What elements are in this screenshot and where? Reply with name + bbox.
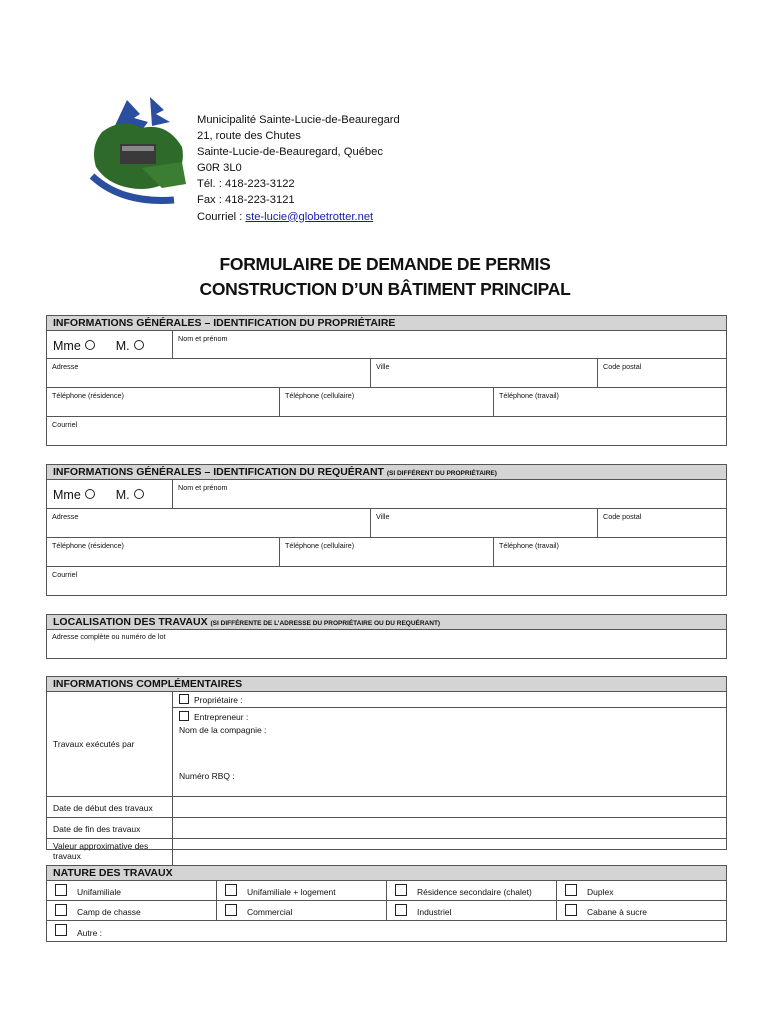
residence-secondaire-checkbox[interactable] xyxy=(395,884,407,896)
location-address-field[interactable]: Adresse complète ou numéro de lot xyxy=(52,632,166,641)
nature-option-label: Camp de chasse xyxy=(77,907,141,917)
value-row xyxy=(47,839,726,865)
form-title-line2: CONSTRUCTION D’UN BÂTIMENT PRINCIPAL xyxy=(199,279,571,299)
end-date-field[interactable] xyxy=(172,818,726,838)
applicant-name-field[interactable]: Nom et prénom xyxy=(172,480,726,508)
applicant-section xyxy=(46,464,727,596)
start-date-label: Date de début des travaux xyxy=(53,803,153,813)
address-line: Municipalité Sainte-Lucie-de-Beauregard xyxy=(197,114,400,126)
applicant-address-row xyxy=(47,509,726,538)
end-date-row xyxy=(47,818,726,839)
applicant-phone-row xyxy=(47,538,726,567)
cabane-a-sucre-checkbox[interactable] xyxy=(565,904,577,916)
complementary-section xyxy=(46,676,727,861)
works-by-options xyxy=(172,692,726,796)
nature-option-label: Duplex xyxy=(587,887,614,897)
nature-option xyxy=(386,901,556,920)
applicant-email-field[interactable]: Courriel xyxy=(52,570,78,579)
applicant-name-row xyxy=(47,480,726,509)
nature-option xyxy=(386,881,556,900)
start-date-field[interactable] xyxy=(172,797,726,817)
owner-option xyxy=(173,692,726,708)
applicant-postal-field[interactable]: Code postal xyxy=(597,509,726,537)
nature-option xyxy=(47,901,216,920)
owner-phone-cell-field[interactable]: Téléphone (cellulaire) xyxy=(279,388,493,416)
location-heading-text: LOCALISATION DES TRAVAUX xyxy=(53,616,208,628)
owner-phone-row xyxy=(47,388,726,417)
works-by-label: Travaux exécutés par xyxy=(53,739,135,749)
complementary-section-heading: INFORMATIONS COMPLÉMENTAIRES xyxy=(47,677,726,692)
owner-email-field[interactable]: Courriel xyxy=(52,420,78,429)
camp-de-chasse-checkbox[interactable] xyxy=(55,904,67,916)
email-link[interactable]: ste-lucie@globetrotter.net xyxy=(245,210,374,223)
nature-option-label: Résidence secondaire (chalet) xyxy=(417,887,532,897)
value-label: Valeur approximative des travaux xyxy=(53,841,149,861)
autre-checkbox[interactable] xyxy=(55,924,67,936)
owner-section xyxy=(46,315,727,446)
owner-postal-field[interactable]: Code postal xyxy=(597,359,726,387)
form-title-line1: FORMULAIRE DE DEMANDE DE PERMIS xyxy=(219,254,551,274)
company-name-label: Nom de la compagnie : xyxy=(179,725,267,735)
nature-option-label: Unifamiliale xyxy=(77,887,121,897)
nature-option-label: Cabane à sucre xyxy=(587,907,648,917)
form-title xyxy=(0,252,770,302)
rbq-number-label: Numéro RBQ : xyxy=(179,771,235,781)
address-line: Sainte-Lucie-de-Beauregard, Québec xyxy=(197,146,383,159)
email-label: Courriel : xyxy=(197,210,246,223)
address-line: Fax : 418-223-3121 xyxy=(197,194,295,207)
owner-phone-work-field[interactable]: Téléphone (travail) xyxy=(493,388,726,416)
nature-option-label: Commercial xyxy=(247,907,293,917)
unifamiliale-checkbox[interactable] xyxy=(55,884,67,896)
end-date-label: Date de fin des travaux xyxy=(53,824,141,834)
nature-row-2 xyxy=(47,901,726,921)
nature-section xyxy=(46,865,727,942)
nature-option xyxy=(556,901,726,920)
location-heading-sub: (SI DIFFÉRENTE DE L’ADRESSE DU PROPRIÉTAIRE OU DU REQUÉRANT) xyxy=(210,620,441,627)
applicant-heading-sub: (SI DIFFÉRENT DU PROPRIÉTAIRE) xyxy=(386,470,497,477)
mme-label: Mme xyxy=(53,339,81,353)
m-radio[interactable] xyxy=(134,340,144,350)
value-field[interactable] xyxy=(172,839,726,865)
applicant-section-heading xyxy=(47,465,726,480)
owner-section-heading: INFORMATIONS GÉNÉRALES – IDENTIFICATION DU PROPRIÉTAIRE xyxy=(47,316,726,331)
owner-option-label: Propriétaire : xyxy=(194,695,243,705)
m-radio[interactable] xyxy=(134,489,144,499)
duplex-checkbox[interactable] xyxy=(565,884,577,896)
owner-phone-home-field[interactable]: Téléphone (résidence) xyxy=(52,391,124,400)
nature-option-label: Industriel xyxy=(417,907,452,917)
contractor-option-label: Entrepreneur : xyxy=(194,712,249,722)
industriel-checkbox[interactable] xyxy=(395,904,407,916)
mme-radio[interactable] xyxy=(85,340,95,350)
nature-option-label: Autre : xyxy=(77,928,103,938)
email-line xyxy=(197,209,400,225)
applicant-address-field[interactable]: Adresse xyxy=(52,512,79,521)
municipality-logo xyxy=(82,92,194,222)
address-line: Tél. : 418-223-3122 xyxy=(197,178,295,191)
applicant-phone-work-field[interactable]: Téléphone (travail) xyxy=(493,538,726,566)
owner-address-field[interactable]: Adresse xyxy=(52,362,79,371)
address-line: G0R 3L0 xyxy=(197,162,242,175)
contractor-checkbox[interactable] xyxy=(179,711,189,721)
nature-option xyxy=(216,901,386,920)
owner-title-choice xyxy=(47,331,172,358)
address-line: 21, route des Chutes xyxy=(197,130,301,143)
location-row xyxy=(47,630,726,659)
owner-email-row xyxy=(47,417,726,446)
applicant-phone-home-field[interactable]: Téléphone (résidence) xyxy=(52,541,124,550)
commercial-checkbox[interactable] xyxy=(225,904,237,916)
location-section-heading xyxy=(47,615,726,630)
applicant-city-field[interactable]: Ville xyxy=(370,509,597,537)
nature-option xyxy=(47,921,726,942)
mme-label: Mme xyxy=(53,488,81,502)
m-label: M. xyxy=(115,339,130,353)
location-section xyxy=(46,614,727,659)
owner-city-field[interactable]: Ville xyxy=(370,359,597,387)
start-date-row xyxy=(47,797,726,818)
nature-section-heading: NATURE DES TRAVAUX xyxy=(47,866,726,881)
nature-option xyxy=(216,881,386,900)
owner-address-row xyxy=(47,359,726,388)
unifamiliale-logement-checkbox[interactable] xyxy=(225,884,237,896)
nature-row-3 xyxy=(47,921,726,942)
applicant-title-choice xyxy=(47,480,172,508)
municipality-address xyxy=(197,112,400,225)
mme-radio[interactable] xyxy=(85,489,95,499)
works-by-row xyxy=(47,692,726,797)
applicant-phone-cell-field[interactable]: Téléphone (cellulaire) xyxy=(279,538,493,566)
applicant-heading-text: INFORMATIONS GÉNÉRALES – IDENTIFICATION DU REQUÉRANT xyxy=(53,466,384,478)
owner-checkbox[interactable] xyxy=(179,694,189,704)
nature-row-1 xyxy=(47,881,726,901)
owner-name-field[interactable]: Nom et prénom xyxy=(172,331,726,358)
nature-option xyxy=(556,881,726,900)
m-label: M. xyxy=(115,488,130,502)
nature-option-label: Unifamiliale + logement xyxy=(247,887,336,897)
applicant-email-row xyxy=(47,567,726,596)
owner-name-row xyxy=(47,331,726,359)
nature-option xyxy=(47,881,216,900)
